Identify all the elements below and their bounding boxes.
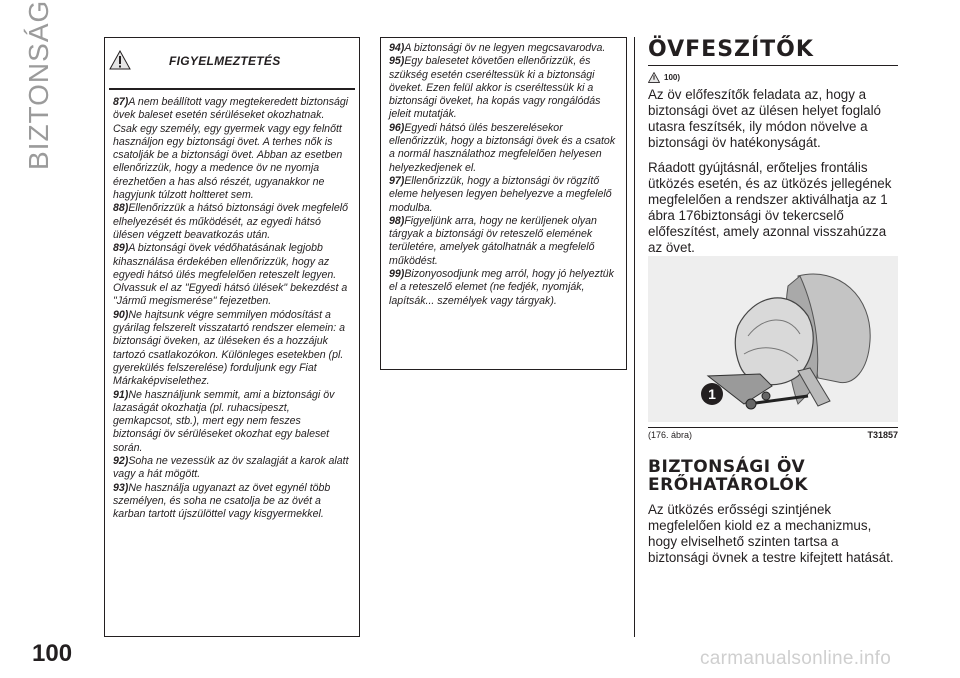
caption-rule <box>648 427 898 428</box>
warning-small-icon <box>648 72 660 83</box>
warning-icon <box>109 50 131 70</box>
warning-item <box>113 309 351 389</box>
warning-item-text: Bizonyosodjunk meg arról, hogy jó helyeztük el a reteszelő elemet (ne fedjék, nyomják, lapítsák... személyek vagy tárgyak). <box>389 268 614 307</box>
warning-item-text: Egy balesetet követően ellenőrizzük, és szükség esetén cseréltessük ki a biztonsági öveket. Ezen felül akkor is cseréltessük ki a biztonsági öveket, ha kopás vagy rongálódás jeleit mutatják. <box>389 55 601 121</box>
figure-caption <box>648 430 898 440</box>
seat-pretensioner-illustration <box>648 256 898 422</box>
warning-item-number: 97) <box>389 174 405 187</box>
warning-item-text: Ne hajtsunk végre semmilyen módosítást a gyárilag felszerelt visszatartó rendszer elemein: a biztonsági öveken, az üléseken és a hozzájuk tartozó csatlakozókon. Különleges esetekben (pl. gyerekülés felszerelése) forduljunk egy Fiat Márkaképviselethez. <box>113 308 345 388</box>
warning-item <box>113 455 351 482</box>
warning-item-number: 93) <box>113 481 129 494</box>
pretensioner-figure <box>648 256 898 422</box>
warning-item-text: A biztonsági övek védőhatásának legjobb kihasználása érdekében ellenőrizzük, hogy az egyedi hátsó ülés megfelelően reteszelt legyen. Olvassuk el az "Egyedi hátsó ülések" bekezdést a "Jármű megismerése" fejezetben. <box>113 242 348 308</box>
warning-item <box>113 482 351 522</box>
warning-item-number: 95) <box>389 55 405 68</box>
column-divider <box>634 37 635 637</box>
figure-callout-1: 1 <box>708 386 716 402</box>
warning-item-number: 91) <box>113 388 129 401</box>
paragraph-2: Ráadott gyújtásnál, erőteljes frontális ütközés esetén, és az ütközés jellegének megfelelően a rendszer aktiválhatja az 1 ábra 176biztonsági öv tekercselő előfeszítést, amely azonnal visszahúzza az övet. <box>648 160 892 255</box>
warning-item-text: Soha ne vezessük az öv szalagját a karok alatt vagy a hát mögött. <box>113 455 349 481</box>
warning-item <box>113 202 351 242</box>
warning-item-number: 94) <box>389 42 405 54</box>
warning-title: FIGYELMEZTETÉS <box>169 54 281 68</box>
warning-item <box>389 42 618 55</box>
paragraph-1: Az öv előfeszítők feladata az, hogy a biztonsági övet az ülésen helyet foglaló utasra feszítsék, ily módon növelve a biztonsági öv hatékonyságát. <box>648 87 882 150</box>
warning-item-text: A nem beállított vagy megtekeredett biztonsági övek baleset esetén sérüléseket okozhatnak. Csak egy személy, egy gyermek vagy egy felnőtt használjon egy biztonsági övet. A terhes nők is csatolják be a biztonsági övet. Abban az esetben ellenőrizzük, hogy a medence öv ne nyomja érezhetően a has alsó részét, ugyanakkor ne hagyjunk túlzott holtteret sem. <box>113 96 349 202</box>
right-column <box>648 37 898 265</box>
warning-item-number: 99) <box>389 268 405 281</box>
heading-ovfeszitok: ÖVFESZÍTŐK <box>648 37 814 62</box>
warning-item-number: 89) <box>113 242 129 255</box>
warning-item-text: Ellenőrizzük a hátsó biztonsági övek megfelelő elhelyezését és működését, az egyedi hátsó ülésen végzett beavatkozás után. <box>113 202 348 241</box>
figure-caption-label: (176. ábra) <box>648 430 693 440</box>
paragraph-3: Az ütközés erősségi szintjének megfelelően kiold ez a mechanizmus, hogy elviselhető szinten tartsa a biztonsági övnek a testre kifejtett hatását. <box>648 502 894 565</box>
page-number: 100 <box>32 640 73 667</box>
heading-force-limiters: BIZTONSÁGI ÖV ERŐHATÁROLÓK <box>648 457 809 495</box>
warning-box-continued <box>380 37 627 370</box>
warning-item <box>389 55 618 121</box>
warning-item-text: Egyedi hátsó ülés beszerelésekor ellenőrizzük, hogy a biztonsági övek és a csatok a normál használathoz megfelelően helyesen helyezkedjenek el. <box>389 121 616 174</box>
watermark: carmanualsonline.info <box>700 648 892 669</box>
warning-item-number: 88) <box>113 202 129 215</box>
warning-item-text: Ellenőrizzük, hogy a biztonsági öv rögzítő eleme helyesen legyen behelyezve a megfelelő modulba. <box>389 174 612 214</box>
warning-box <box>104 37 360 637</box>
warning-item-text: A biztonsági öv ne legyen megcsavarodva. <box>404 42 606 54</box>
warning-item-text: Figyeljünk arra, hogy ne kerüljenek olyan tárgyak a biztonsági öv reteszelő elemének területére, amelyek gátolhatnák a megfelelő működést. <box>389 214 597 267</box>
warning-reference <box>648 72 898 83</box>
warning-items <box>105 90 359 522</box>
warning-item <box>389 215 618 268</box>
figure-code: T31857 <box>867 430 898 440</box>
warning-items-continued <box>381 38 626 308</box>
warning-item <box>113 96 351 202</box>
warning-item-text: Ne használja ugyanazt az övet egynél több személyen, és soha ne csatolja be az övét a karban tartott újszülöttel vagy kisgyermekkel. <box>113 481 331 521</box>
section-title: BIZTONSÁG <box>23 0 54 170</box>
warning-item-number: 87) <box>113 96 129 108</box>
warning-item <box>389 268 618 308</box>
warning-item-number: 92) <box>113 455 129 468</box>
warning-item <box>113 242 351 308</box>
warning-item <box>389 122 618 175</box>
warning-item-number: 98) <box>389 214 405 227</box>
warning-item-number: 90) <box>113 308 129 321</box>
warning-item-text: Ne használjunk semmit, ami a biztonsági öv lazaságát okozhatja (pl. ruhacsipeszt, gemkapcsot, stb.), mert egy nem feszes biztonsági öv sérüléseket okozhat egy baleset során. <box>113 388 335 454</box>
warning-item <box>113 389 351 455</box>
warning-item-number: 96) <box>389 121 405 134</box>
warning-item <box>389 175 618 215</box>
warning-ref-number: 100) <box>664 73 681 82</box>
heading-rule <box>648 65 898 66</box>
